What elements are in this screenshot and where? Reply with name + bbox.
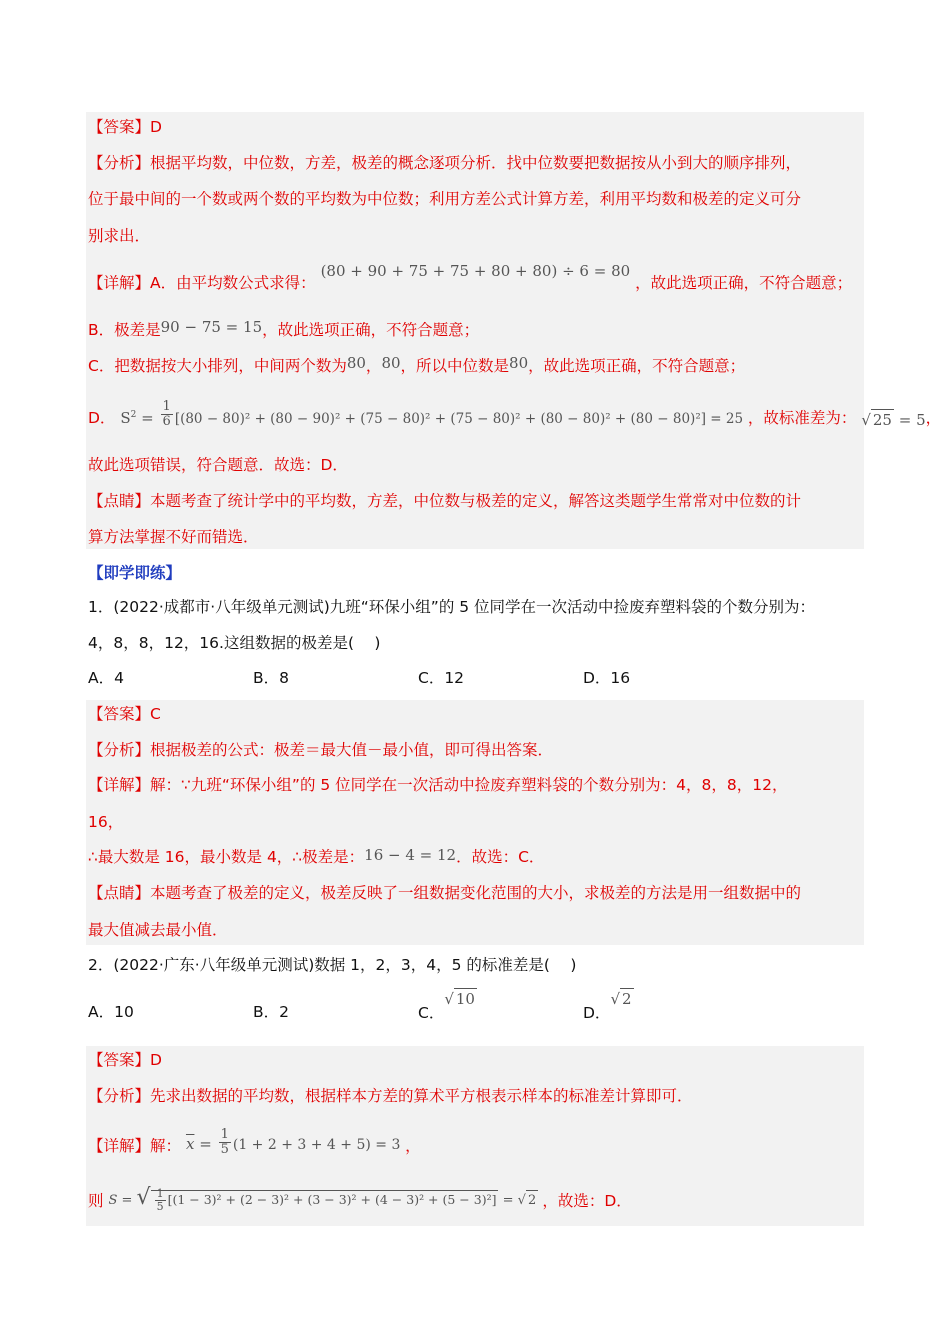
sqrt-icon: √ [136, 1185, 151, 1210]
variance-fraction [161, 400, 173, 429]
variance-formula [120, 399, 747, 429]
answer-value: C [150, 705, 161, 723]
detail-line3-suffix: ．故选：C． [456, 848, 545, 866]
final-suffix: ，故选：D． [542, 1192, 632, 1210]
detail-c-value-1: 80 [346, 354, 366, 372]
final-prefix: 则 [88, 1192, 104, 1210]
fraction-numerator: 1 [220, 1127, 229, 1142]
detail-c-line [88, 356, 745, 376]
variance-symbol: S [120, 408, 131, 427]
detail-b-formula: 90 − 75 = 15 [160, 318, 263, 336]
detail-c-value-2: 80 [381, 354, 401, 372]
q2-option-a: A．10 [88, 1003, 134, 1021]
comment-text: 本题考查了统计学中的平均数，方差，中位数与极差的定义，解答这类题学生常常对中位数的计 [150, 492, 802, 510]
mean-equals: = [199, 1134, 212, 1153]
q2-stem: 2．(2022·广东·八年级单元测试)数据 1，2，3，4，5 的标准差是( ) [88, 956, 577, 974]
std-dev-fraction [155, 1188, 166, 1213]
q1-answer-line [88, 704, 161, 724]
detail-b-line [88, 320, 479, 340]
answer-tag: 【答案】 [88, 1051, 151, 1069]
detail-d-mid: ，故标准差为： [747, 408, 857, 427]
sqrt-icon: √ [610, 990, 620, 1008]
q1-stem-line-1: 1．(2022·成都市·八年级单元测试)九班“环保小组”的 5 位同学在一次活动中捡废弃塑料袋的个数分别为： [88, 598, 816, 616]
q1-comment-line-2: 最大值减去最小值． [88, 921, 228, 939]
std-dev-radicand: 25 [872, 410, 892, 429]
detail-tag: 【详解】 [88, 776, 151, 794]
q2-option-b: B．2 [253, 1003, 289, 1021]
q1-stem-line-2: 4，8，8，12，16.这组数据的极差是( ) [88, 634, 381, 652]
detail-a-suffix: ，故此选项正确，不符合题意； [635, 274, 853, 292]
analysis-text: 先求出数据的平均数，根据样本方差的算术平方根表示样本的标准差计算即可． [150, 1087, 693, 1105]
fraction-denominator: 5 [156, 1200, 164, 1213]
q1-option-b: B．8 [253, 669, 289, 687]
std-dev-formula [108, 1185, 542, 1213]
detail-b-suffix: ，故此选项正确，不符合题意； [262, 321, 480, 339]
detail-line3-prefix: ∴最大数是 16，最小数是 4，∴极差是： [88, 848, 365, 866]
practice-heading: 【即学即练】 [88, 564, 182, 582]
option-c-sqrt [444, 990, 477, 1008]
mean-formula [185, 1127, 405, 1157]
detail-d-suffix: ， [925, 408, 942, 427]
range-formula: 16 − 4 = 12 [364, 846, 457, 864]
q2-option-d [583, 990, 634, 1023]
answer-line [88, 117, 162, 137]
variance-exponent: 2 [130, 409, 137, 420]
detail-tag: 【详解】 [88, 1136, 151, 1155]
analysis-line-1 [88, 153, 801, 173]
q1-comment-line-1 [88, 883, 801, 903]
answer-tag: 【答案】 [88, 118, 151, 136]
std-dev-equals: = [121, 1193, 133, 1208]
answer-panel-q1 [86, 700, 864, 945]
q2-answer-line [88, 1050, 162, 1070]
detail-a-line [88, 262, 853, 293]
detail-text: 解：∵九班“环保小组”的 5 位同学在一次活动中捡废弃塑料袋的个数分别为：4，8，8，12， [150, 776, 788, 794]
std-dev-eq2: = [498, 1193, 518, 1208]
analysis-text: 根据平均数，中位数，方差，极差的概念逐项分析．找中位数要把数据按从小到大的顺序排列， [150, 154, 802, 172]
radicand: 10 [455, 990, 475, 1008]
detail-c-value-3: 80 [509, 354, 529, 372]
fraction-numerator: 1 [162, 399, 171, 414]
detail-prefix: 解： [150, 1136, 182, 1155]
sqrt-icon: √ [444, 990, 454, 1008]
q2-option-c [418, 990, 477, 1023]
detail-c-mid: ，所以中位数是 [400, 357, 510, 375]
std-dev-symbol: S [108, 1193, 118, 1208]
sqrt-icon: √ [861, 410, 871, 429]
radicand-group [151, 1187, 499, 1213]
mean-body: (1 + 2 + 3 + 4 + 5) = 3 [232, 1136, 401, 1153]
variance-equals: = [141, 408, 154, 427]
q1-detail-line-1 [88, 775, 787, 795]
comment-tag: 【点睛】 [88, 492, 151, 510]
radicand: 2 [622, 990, 632, 1008]
detail-a-prefix: A．由平均数公式求得： [150, 274, 316, 292]
comment-text: 本题考查了极差的定义，极差反映了一组数据变化范围的大小，求极差的方法是用一组数据中的 [150, 884, 802, 902]
option-d-sqrt [610, 990, 633, 1008]
q2-detail-line [88, 1128, 421, 1162]
fraction-numerator: 1 [156, 1187, 164, 1200]
mean-fraction [219, 1128, 231, 1157]
variance-body: [(80 − 80)² + (80 − 90)² + (75 − 80)² + (75 − 80)² + (80 − 80)² + (80 − 80)²] = 25 [174, 410, 744, 427]
option-label: D． [583, 1004, 611, 1022]
answer-value: D [150, 118, 162, 136]
q1-option-c: C．12 [418, 669, 465, 687]
detail-b-prefix: B．极差是 [88, 321, 161, 339]
answer-tag: 【答案】 [88, 705, 151, 723]
analysis-tag: 【分析】 [88, 154, 151, 172]
result-radicand: 2 [526, 1190, 538, 1211]
std-dev-formula [861, 411, 925, 429]
fraction-denominator: 5 [220, 1142, 229, 1157]
q1-option-a: A．4 [88, 669, 124, 687]
comment-line-1 [88, 491, 801, 511]
comment-tag: 【点睛】 [88, 884, 151, 902]
analysis-line-2: 位于最中间的一个数或两个数的平均数为中位数；利用方差公式计算方差，利用平均数和极差的定义可分 [88, 190, 802, 208]
comment-line-2: 算方法掌握不好而错选． [88, 528, 259, 546]
analysis-tag: 【分析】 [88, 1087, 151, 1105]
fraction-denominator: 6 [162, 414, 171, 429]
option-label: C． [418, 1004, 445, 1022]
sqrt-icon: √ [517, 1193, 526, 1208]
analysis-text: 根据极差的公式：极差＝最大值－最小值，即可得出答案． [150, 741, 554, 759]
detail-c-prefix: C．把数据按大小排列，中间两个数为 [88, 357, 347, 375]
detail-d-conclusion: 故此选项错误，符合题意．故选：D． [88, 456, 348, 474]
detail-c-suffix: ，故此选项正确，不符合题意； [528, 357, 746, 375]
std-dev-body: [(1 − 3)² + (2 − 3)² + (3 − 3)² + (4 − 3)² + (5 − 3)²] [167, 1192, 497, 1207]
detail-d-line [88, 400, 941, 434]
q2-analysis-line [88, 1086, 693, 1106]
q1-option-d: D．16 [583, 669, 631, 687]
detail-a-formula: (80 + 90 + 75 + 75 + 80 + 80) ÷ 6 = 80 [320, 262, 631, 280]
analysis-line-3: 别求出． [88, 227, 151, 245]
detail-d-prefix: D． [88, 408, 116, 427]
q2-final-line [88, 1178, 632, 1218]
q1-analysis-line [88, 740, 553, 760]
answer-value: D [150, 1051, 162, 1069]
detail-comma: ， [405, 1136, 421, 1155]
detail-tag: 【详解】 [88, 274, 151, 292]
analysis-tag: 【分析】 [88, 741, 151, 759]
mean-symbol: $\overline{x}$ [185, 1134, 195, 1153]
detail-c-sep: ， [365, 357, 382, 375]
q1-detail-line-2: 16， [88, 813, 124, 831]
q1-detail-line-3 [88, 847, 544, 867]
std-dev-result: = 5 [893, 410, 926, 429]
